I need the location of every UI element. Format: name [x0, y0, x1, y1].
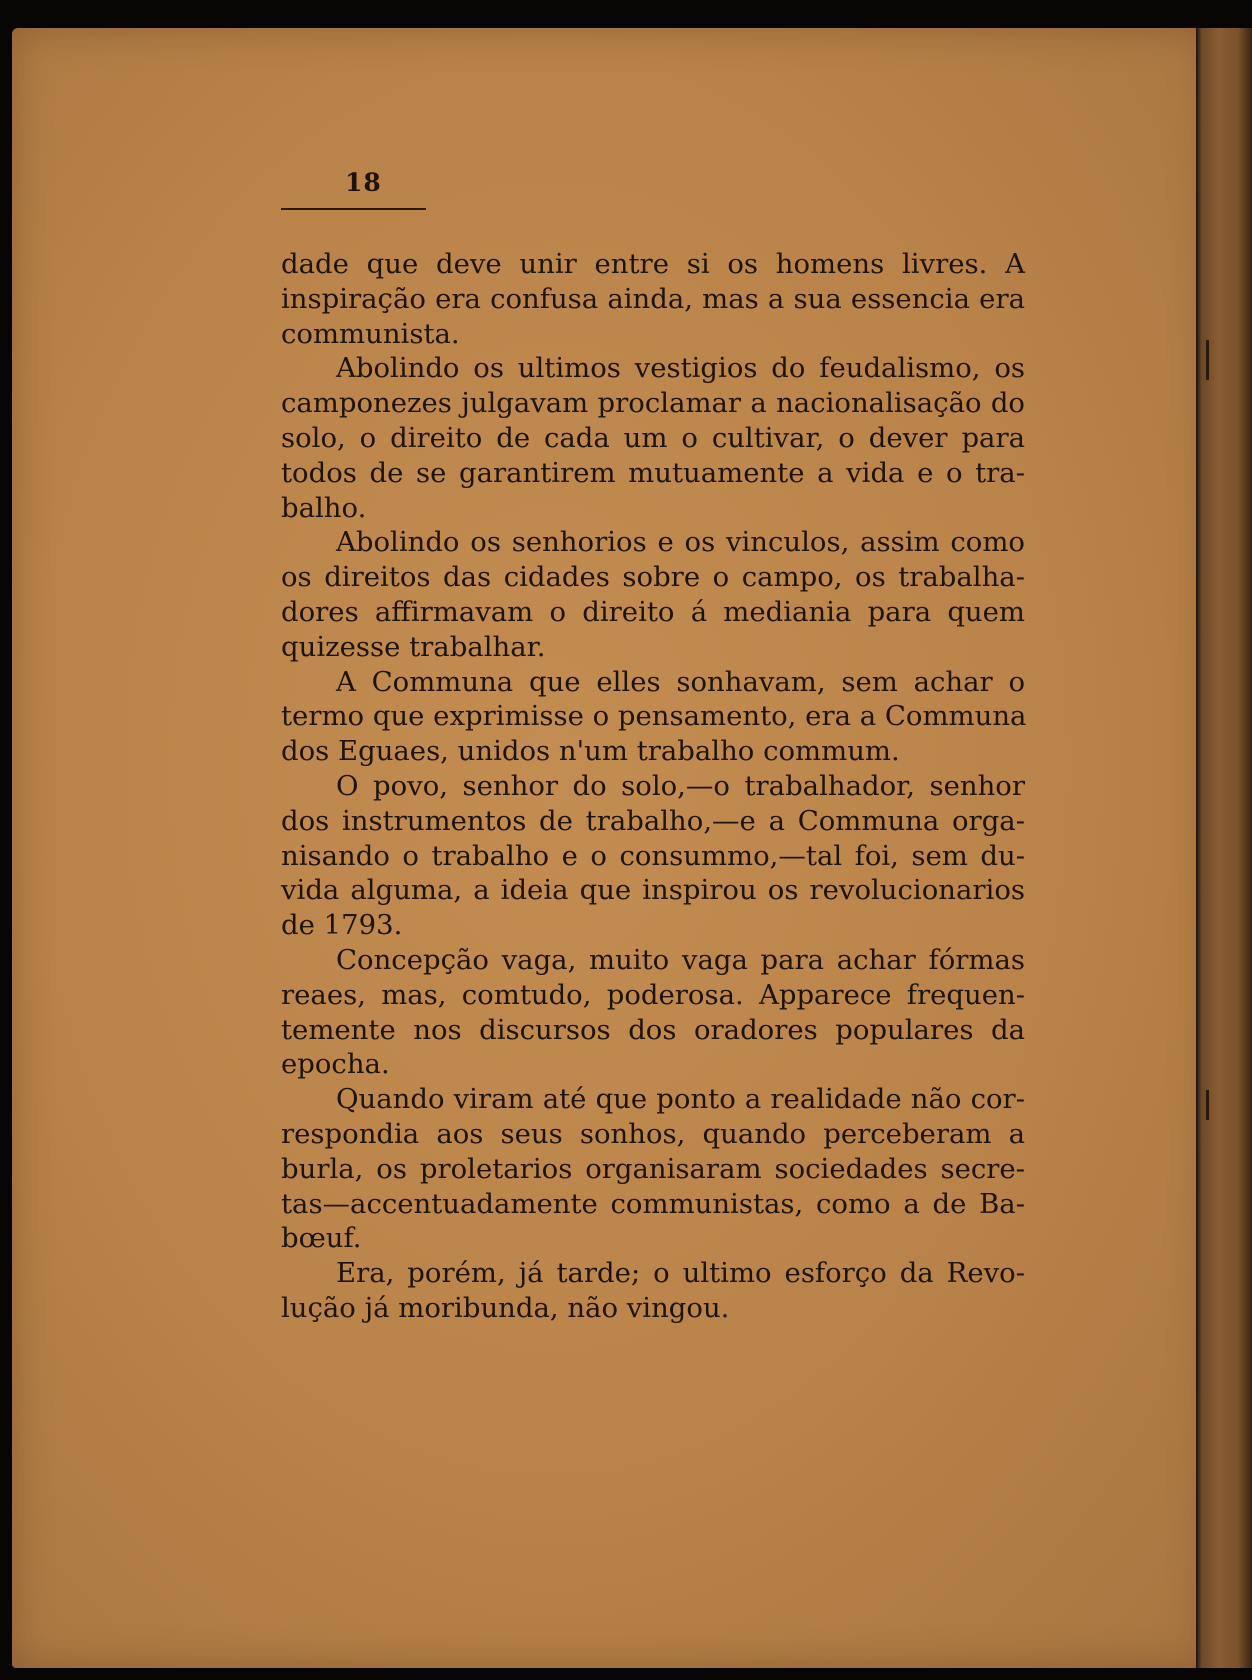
text-line: vida alguma, a ideia que inspirou os revolucionarios — [281, 874, 1025, 907]
page-number: 18 — [345, 168, 382, 197]
text-line: todos de se garantirem mutuamente a vida e o tra- — [281, 456, 1025, 489]
text-line: A Communa que elles sonhavam, sem achar o — [336, 665, 1025, 698]
edge-mark — [1206, 1090, 1209, 1120]
text-line: dade que deve unir entre si os homens livres. A — [281, 248, 1025, 280]
text-line: tas—accentuadamente communistas, como a de Ba- — [281, 1187, 1025, 1220]
text-line: balho. — [281, 491, 367, 524]
text-line: termo que exprimisse o pensamento, era a Communa — [281, 700, 1027, 733]
text-line: de 1793. — [281, 909, 403, 942]
text-line: dos Eguaes, unidos n'um trabalho commum. — [281, 735, 900, 768]
text-line: nisando o trabalho e o consummo,—tal foi, sem du- — [281, 839, 1025, 872]
text-line: Abolindo os senhorios e os vinculos, assim como — [336, 526, 1025, 559]
body-text — [281, 247, 1025, 1326]
text-line: bœuf. — [281, 1222, 362, 1255]
text-line: Abolindo os ultimos vestigios do feudalismo, os — [336, 352, 1025, 385]
page-binding-edge — [1196, 28, 1252, 1668]
text-line: O povo, senhor do solo,—o trabalhador, senhor — [336, 769, 1025, 802]
edge-mark — [1206, 340, 1209, 380]
text-line: Quando viram até que ponto a realidade não cor- — [336, 1083, 1025, 1116]
text-line: burla, os proletarios organisaram sociedades secre- — [281, 1152, 1025, 1185]
text-line: dos instrumentos de trabalho,—e a Communa orga- — [281, 804, 1025, 837]
text-line: epocha. — [281, 1048, 390, 1081]
text-line: respondia aos seus sonhos, quando perceberam a — [281, 1117, 1025, 1150]
text-line: quizesse trabalhar. — [281, 630, 546, 663]
text-line: os direitos das cidades sobre o campo, os trabalha- — [281, 561, 1025, 594]
text-line: dores affirmavam o direito á mediania para quem — [281, 595, 1025, 628]
text-line: lução já moribunda, não vingou. — [281, 1291, 730, 1324]
text-line: Concepção vaga, muito vaga para achar fórmas — [336, 943, 1025, 976]
text-line: temente nos discursos dos oradores populares da — [281, 1013, 1025, 1046]
text-line: camponezes julgavam proclamar a nacionalisação do — [281, 387, 1025, 420]
text-line: inspiração era confusa ainda, mas a sua essencia era — [281, 282, 1025, 315]
text-line: reaes, mas, comtudo, poderosa. Apparece frequen- — [281, 978, 1025, 1011]
text-line: communista. — [281, 317, 460, 350]
header-rule — [281, 208, 426, 210]
text-line: solo, o direito de cada um o cultivar, o dever para — [281, 421, 1025, 454]
text-line: Era, porém, já tarde; o ultimo esforço da Revo- — [336, 1257, 1025, 1290]
